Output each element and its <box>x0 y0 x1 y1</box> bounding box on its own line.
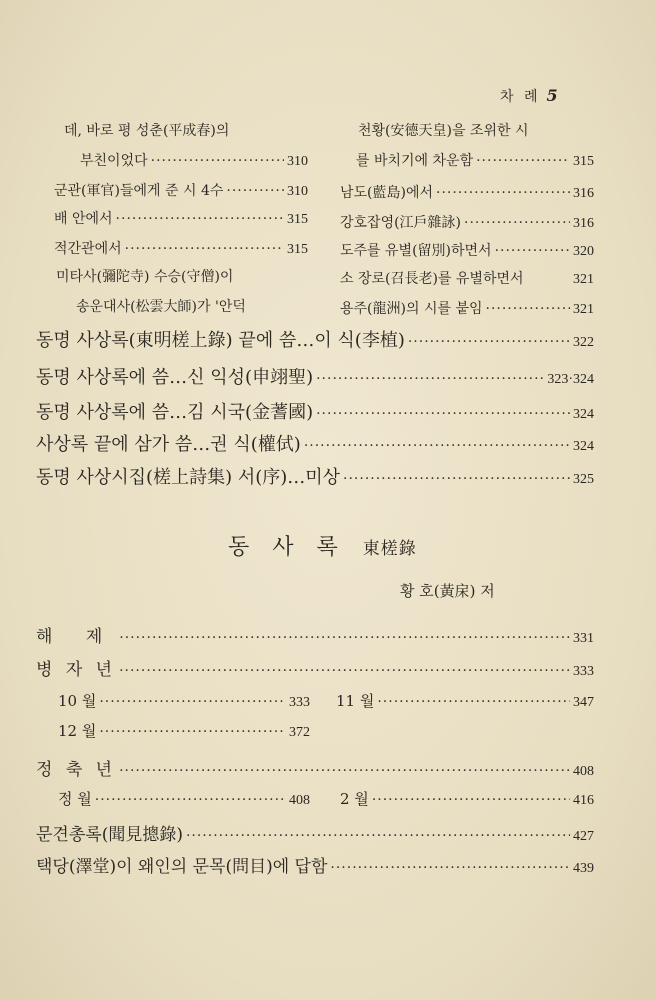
toc-entry: 동명 사상시집(槎上詩集) 서(序)…미상 ····· 325 <box>36 463 594 489</box>
toc-entry: 도주를 유별(留別)하면서 ····· 320 <box>340 240 594 260</box>
toc-entry: 배 안에서 ····· 315 <box>54 208 308 228</box>
toc-entry: 송운대사(松雲大師)가 '안덕 <box>76 299 246 315</box>
toc-entry: 적간관에서 ····· 315 <box>54 238 308 258</box>
toc-entry: 택당(澤堂)이 왜인의 문목(問目)에 답함 ····· 439 <box>36 852 594 877</box>
section-author: 황 호(黃㦿) 저 <box>400 582 495 600</box>
toc-entry: 문견총록(聞見摠錄) ····· 427 <box>36 820 594 845</box>
header-page-number: 5 <box>546 86 561 105</box>
toc-entry: 군관(軍官)들에게 준 시 4수 ····· 310 <box>54 180 308 200</box>
toc-entry: 남도(藍島)에서 ····· 316 <box>340 182 594 202</box>
toc-entry: 정 월 ····· 408 <box>58 788 310 809</box>
toc-entry: 강호잡영(江戶雜詠) ····· 316 <box>340 212 594 232</box>
header-title: 차 례 <box>500 89 541 105</box>
page-header <box>500 86 561 106</box>
section-title-hanja: 東槎錄 <box>362 539 417 559</box>
section-title-korean: 동 사 록 <box>228 535 346 560</box>
toc-entry: 를 바치기에 차운함 ····· 315 <box>356 150 594 170</box>
toc-entry: 천황(安德天皇)을 조위한 시 <box>358 123 529 139</box>
toc-entry: 부친이었다 ····· 310 <box>80 150 308 170</box>
section-title <box>228 530 417 561</box>
toc-entry: 용주(龍洲)의 시를 붙임 ····· 321 <box>340 298 594 318</box>
toc-entry: 미타사(彌陀寺) 수승(守僧)이 <box>56 269 234 285</box>
toc-entry: 정 축 년 ····· 408 <box>36 755 594 780</box>
toc-entry: 데, 바로 평 성춘(平成春)의 <box>64 123 230 139</box>
toc-entry: 해 제 ····· 331 <box>36 622 594 647</box>
toc-entry: 12 월 ····· 372 <box>58 720 310 741</box>
toc-entry: 10 월 ····· 333 <box>58 690 310 711</box>
toc-entry: 2 월 ····· 416 <box>340 788 594 809</box>
toc-entry: 사상록 끝에 삼가 씀…권 식(權侙) ····· 324 <box>36 430 594 456</box>
toc-entry: 동명 사상록에 씀…김 시국(金蓍國) ····· 324 <box>36 398 594 424</box>
toc-entry: 소 장로(召長老)를 유별하면서 321 <box>340 271 594 287</box>
toc-entry: 11 월 ····· 347 <box>336 690 594 711</box>
toc-entry: 동명 사상록(東明槎上錄) 끝에 씀…이 식(李植) ····· 322 <box>36 326 594 352</box>
toc-entry: 동명 사상록에 씀…신 익성(申翊聖) ····· 323·324 <box>36 363 594 389</box>
toc-entry: 병 자 년 ····· 333 <box>36 655 594 680</box>
